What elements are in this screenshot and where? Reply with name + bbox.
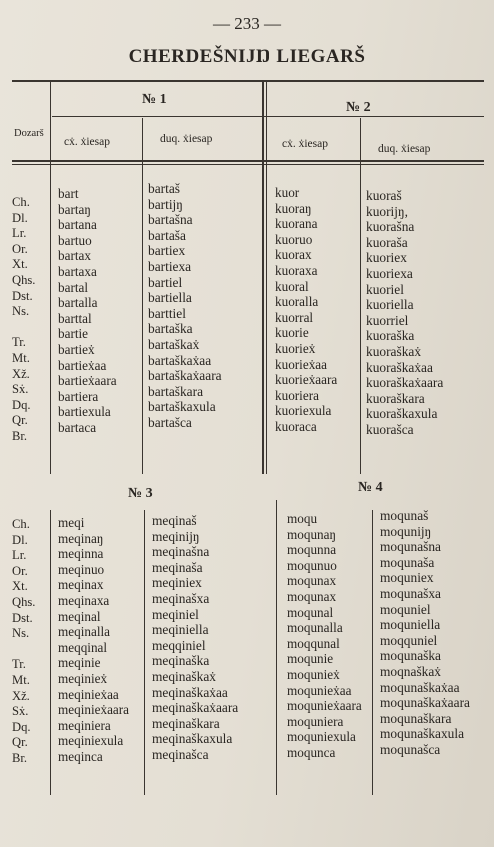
form-cell: bartaca <box>58 419 97 435</box>
form-cell: kuor <box>275 185 300 200</box>
form-cell: kuoraca <box>275 418 317 434</box>
form-cell: moqunna <box>287 542 337 558</box>
case-label: Qr. <box>12 413 28 428</box>
form-cell: moqunaškaẋaara <box>380 695 470 711</box>
form-cell: bartuo <box>58 232 92 248</box>
form-cell: kuoraš <box>366 188 402 203</box>
form-cell: meqinaškaẋaara <box>152 700 239 716</box>
case-label: Dst. <box>12 288 33 303</box>
form-cell: meqiniexula <box>58 733 124 749</box>
form-cell: bartax <box>58 248 91 264</box>
case-label: Ch. <box>12 195 30 209</box>
paradigm4-singular <box>287 511 362 761</box>
form-cell: moquniel <box>380 601 431 617</box>
form-cell: bartaška <box>148 321 193 337</box>
form-cell: kuorana <box>275 216 318 232</box>
case-label: Br. <box>12 428 28 443</box>
form-cell: bartal <box>58 279 89 295</box>
form-cell: bartiex <box>148 243 186 259</box>
case-label: Ns. <box>12 626 30 641</box>
form-cell: kuoruo <box>275 231 313 247</box>
form-cell: kuoraŋ <box>275 200 312 216</box>
case-label: Xt. <box>12 579 28 594</box>
lower-paradigm-divider <box>276 500 277 795</box>
form-cell: meqinaša <box>152 559 203 575</box>
case-label: Dst. <box>12 610 33 625</box>
form-cell: bartaškaẋaa <box>148 352 212 368</box>
form-cell: kuorax <box>275 247 312 263</box>
form-cell: meqinalla <box>58 624 110 640</box>
form-cell: bartijŋ <box>148 196 183 212</box>
form-cell: barttal <box>58 310 92 326</box>
form-cell: kuoraša <box>366 234 408 250</box>
case-label: Xt. <box>12 257 28 272</box>
p2-du-header: duq. ẋiesap <box>378 143 431 155</box>
paradigm2-dual <box>366 188 443 438</box>
form-cell: moquniexula <box>287 729 356 745</box>
form-cell: kuoriexula <box>275 403 332 419</box>
form-cell: meqinaxa <box>58 592 110 608</box>
case-label: Dq. <box>12 397 31 412</box>
form-cell: kuoraškaxula <box>366 406 438 422</box>
form-cell: moqunaškaxula <box>380 726 465 742</box>
form-cell: kuoraška <box>366 328 415 344</box>
p2-sg-header: cẋ. ẋiesap <box>282 138 328 150</box>
form-cell: bartieẋ <box>58 341 95 357</box>
form-cell: kuoriex <box>366 250 407 266</box>
form-cell: kuorral <box>275 309 314 325</box>
paradigm1-dual <box>148 181 222 431</box>
p4-divider <box>372 510 373 795</box>
case-label: Qhs. <box>12 272 36 287</box>
form-cell: moqunašna <box>380 539 441 555</box>
form-cell: moquniex <box>380 570 434 586</box>
form-cell: moqunaškaẋaa <box>380 679 460 695</box>
form-cell: kuorijŋ, <box>366 203 408 219</box>
form-cell: meqinna <box>58 546 104 562</box>
form-cell: moqunie <box>287 651 334 667</box>
form-cell: bartaškaẋ <box>148 336 200 352</box>
paradigm2-singular <box>275 185 337 435</box>
form-cell: bartana <box>58 217 97 233</box>
form-cell: moqunaš <box>380 508 429 523</box>
p1-sg-header: cẋ. ẋiesap <box>64 136 110 148</box>
case-label: Sẋ. <box>12 382 29 397</box>
case-label: Qhs. <box>12 594 36 609</box>
form-cell: bartaškaẋaara <box>148 368 222 384</box>
form-cell: bartie <box>58 326 89 342</box>
form-cell: kuoraxa <box>275 262 318 278</box>
form-cell: bartaŋ <box>58 201 91 217</box>
form-cell: moqunijŋ <box>380 523 432 539</box>
paradigm-divider <box>262 82 264 474</box>
form-cell: moqunax <box>287 573 337 589</box>
case-label: Or. <box>12 563 28 578</box>
cases-column-top <box>12 195 35 445</box>
p2-divider <box>360 118 361 474</box>
form-cell: moqunaŋ <box>287 526 337 542</box>
section-4-label: № 4 <box>358 480 383 495</box>
form-cell: bartaxa <box>58 263 97 279</box>
form-cell: meqinax <box>58 577 104 593</box>
case-label: Mt. <box>12 672 30 687</box>
form-cell: moqu <box>287 511 318 526</box>
paradigm3-dual <box>152 513 238 763</box>
form-cell: meqinašna <box>152 544 210 560</box>
section-2-label: № 2 <box>346 100 371 115</box>
form-cell: kuoralla <box>275 294 319 310</box>
paradigm1-singular <box>58 186 117 436</box>
form-cell: kuorašca <box>366 421 414 437</box>
form-cell: meqqinal <box>58 639 108 655</box>
page-number: — 233 — <box>213 14 281 33</box>
form-cell: meqinašxa <box>152 590 210 606</box>
form-cell: meqinaškaẋ <box>152 668 216 684</box>
case-label: Xž. <box>12 688 30 703</box>
top-rule <box>12 80 484 82</box>
case-label: Ch. <box>12 517 30 531</box>
paradigm4-dual <box>380 508 470 758</box>
form-cell: barttiel <box>148 305 186 321</box>
form-cell: meqiniera <box>58 717 111 733</box>
case-label: Tr. <box>12 657 26 672</box>
form-cell: bartašca <box>148 414 192 430</box>
case-column-divider <box>50 82 51 474</box>
form-cell: moquniera <box>287 713 344 729</box>
form-cell: bartiera <box>58 388 99 404</box>
form-cell: bart <box>58 186 79 201</box>
form-cell: kuoriel <box>366 281 404 297</box>
form-cell: meqinie <box>58 655 101 671</box>
form-cell: moquniella <box>380 617 441 633</box>
case-label: Tr. <box>12 335 26 350</box>
form-cell: kuorie <box>275 325 309 341</box>
form-cell: bartiexa <box>148 258 192 274</box>
paradigm3-singular <box>58 515 129 765</box>
form-cell: meqinal <box>58 608 101 624</box>
form-cell: kuorieẋaara <box>275 372 338 388</box>
section-3-label: № 3 <box>128 486 153 501</box>
form-cell: meqinaškara <box>152 715 220 731</box>
case-label: Dl. <box>12 210 28 225</box>
subheader-rule-thin <box>12 164 484 165</box>
form-cell: bartiel <box>148 274 183 290</box>
form-cell: moqunal <box>287 604 334 620</box>
form-cell: kuorieẋ <box>275 340 316 356</box>
paradigm-divider-2 <box>266 82 267 474</box>
case-label: Or. <box>12 241 28 256</box>
case-label: Dl. <box>12 532 28 547</box>
form-cell: moqunaškara <box>380 710 452 726</box>
case-label: Sẋ. <box>12 704 29 719</box>
form-cell: meqinašca <box>152 746 209 762</box>
form-cell: bartieẋaa <box>58 357 107 373</box>
form-cell: kuoral <box>275 278 309 294</box>
form-cell: moqunieẋaa <box>287 682 352 698</box>
form-cell: meqiniel <box>152 606 199 622</box>
form-cell: meqiniella <box>152 622 209 638</box>
form-cell: bartalla <box>58 295 98 311</box>
form-cell: moqquniel <box>380 632 438 648</box>
form-cell: meqinaškaxula <box>152 731 233 747</box>
form-cell: kuoriera <box>275 387 319 403</box>
form-cell: moqunieẋ <box>287 666 340 682</box>
form-cell: bartiexula <box>58 404 111 420</box>
case-label: Lr. <box>12 548 27 563</box>
form-cell: meqinijŋ <box>152 528 200 544</box>
case-label: Xž. <box>12 366 30 381</box>
form-cell: meqqiniel <box>152 637 206 653</box>
form-cell: meqinca <box>58 748 103 764</box>
form-cell: kuoraškaẋaa <box>366 359 433 375</box>
case-label <box>12 642 35 658</box>
form-cell: bartaškaxula <box>148 399 216 415</box>
form-cell: meqinieẋaara <box>58 702 130 718</box>
form-cell: moqqunal <box>287 635 340 651</box>
form-cell: meqinaškaẋaa <box>152 684 228 700</box>
form-cell: moqunalla <box>287 620 343 636</box>
p3-divider <box>144 510 145 795</box>
form-cell: meqinieẋ <box>58 670 108 686</box>
p1-du-header: duq. ẋiesap <box>160 133 213 145</box>
form-cell: moqunaška <box>380 648 441 664</box>
case-label: Mt. <box>12 350 30 365</box>
form-cell: kuoraškara <box>366 390 425 406</box>
form-cell: meqinaš <box>152 513 197 528</box>
form-cell: moqunax <box>287 588 337 604</box>
cases-column-bottom <box>12 517 35 767</box>
form-cell: kuorriel <box>366 312 409 328</box>
case-label: Lr. <box>12 226 27 241</box>
form-cell: meqinieẋaa <box>58 686 119 702</box>
case-column-divider-lower <box>50 510 51 795</box>
form-cell: bartiella <box>148 290 192 306</box>
section-1-label: № 1 <box>142 92 167 107</box>
p1-divider <box>142 118 143 474</box>
subheader-rule <box>12 160 484 162</box>
form-cell: kuorašna <box>366 219 415 235</box>
page-title: CHERDEŠNIJŊ LIEGARŠ <box>128 46 366 67</box>
form-cell: meqinaška <box>152 653 210 669</box>
form-cell: meqi <box>58 515 85 530</box>
form-cell: bartieẋaara <box>58 373 117 389</box>
form-cell: meqiniex <box>152 575 202 591</box>
case-label: Br. <box>12 750 28 765</box>
form-cell: meqinaŋ <box>58 530 104 546</box>
form-cell: kuoraškaẋ <box>366 343 422 359</box>
form-cell: moqunašca <box>380 741 441 757</box>
form-cell: bartaškara <box>148 383 204 399</box>
form-cell: moqnaškaẋ <box>380 663 441 679</box>
case-label: Qr. <box>12 735 28 750</box>
case-label <box>12 320 35 336</box>
section-header-rule <box>52 116 484 117</box>
form-cell: kuoraškaẋaara <box>366 375 444 391</box>
form-cell: bartaša <box>148 227 186 243</box>
case-label: Ns. <box>12 304 30 319</box>
form-cell: bartaš <box>148 181 180 196</box>
form-cell: moqunašxa <box>380 585 441 601</box>
form-cell: meqinuo <box>58 561 105 577</box>
form-cell: moqunieẋaara <box>287 698 362 714</box>
form-cell: kuorieẋaa <box>275 356 327 372</box>
form-cell: kuoriexa <box>366 265 413 281</box>
form-cell: kuoriella <box>366 297 414 313</box>
case-header: Dozarš <box>14 128 44 139</box>
form-cell: moqunaša <box>380 554 435 570</box>
form-cell: moqunca <box>287 744 336 760</box>
case-label: Dq. <box>12 719 31 734</box>
form-cell: moqunuo <box>287 557 337 573</box>
form-cell: bartašna <box>148 212 193 228</box>
